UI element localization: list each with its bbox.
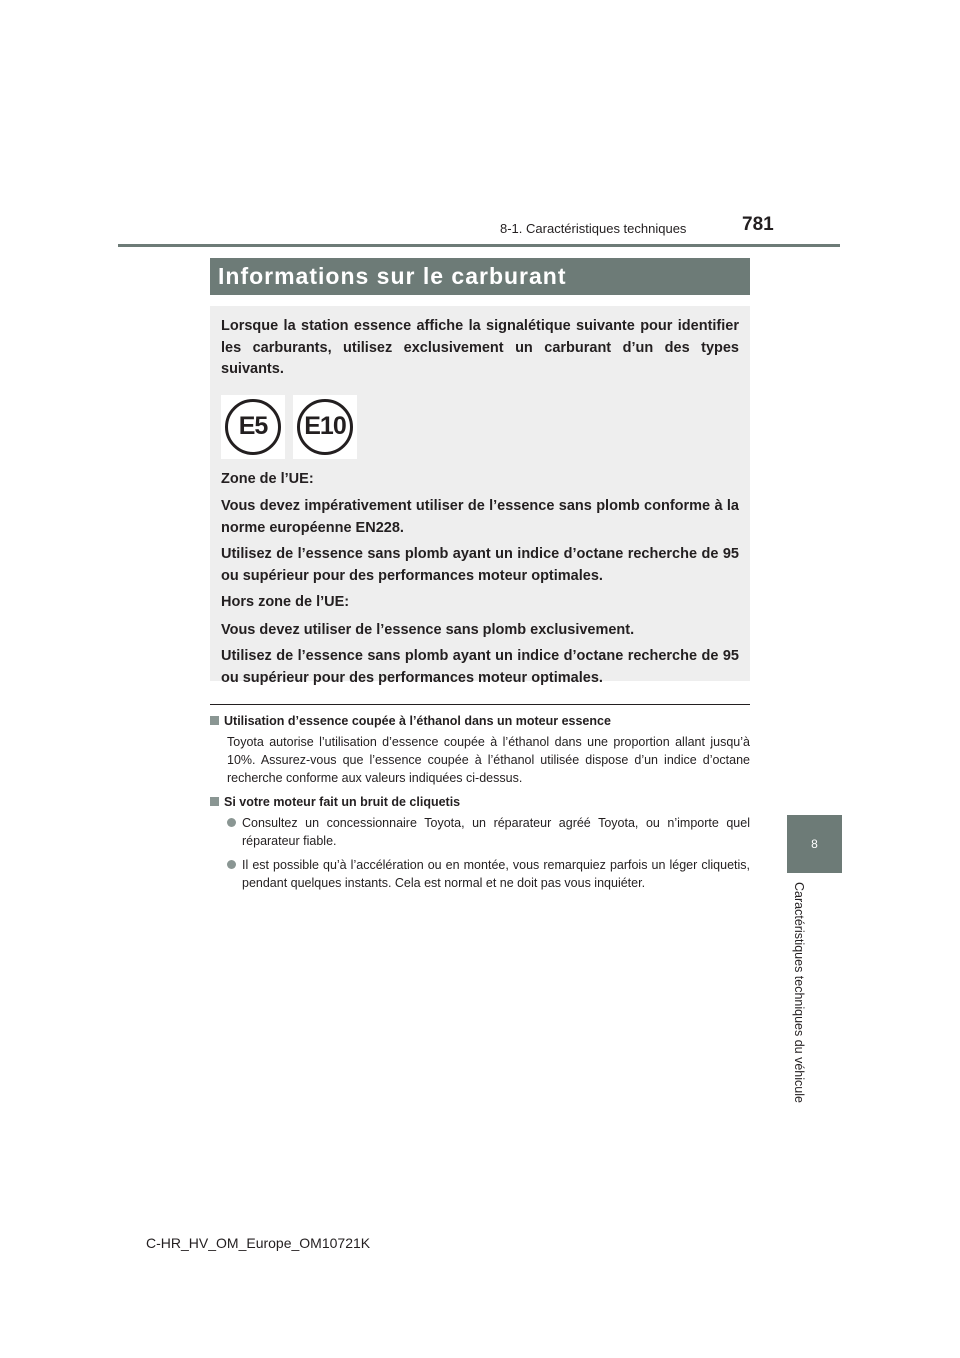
circle-bullet-icon <box>227 860 236 869</box>
eu-octane-text: Utilisez de l’essence sans plomb ayant un indice d’octane recherche de 95 ou supérieur pour des performances moteur optimales. <box>221 546 739 584</box>
list-item <box>227 856 750 892</box>
non-eu-requirement-text: Vous devez utiliser de l’essence sans plomb exclusivement. <box>221 621 635 638</box>
list-item-text: Consultez un concessionnaire Toyota, un réparateur agréé Toyota, ou n’importe quel réparateur fiable. <box>242 816 750 848</box>
notes-divider <box>210 704 750 705</box>
eu-zone-heading: Zone de l’UE: <box>221 470 314 487</box>
fuel-labels <box>221 395 739 459</box>
intro-text: Lorsque la station essence affiche la signalétique suivante pour identifier les carburants, utilisez exclusivement un carburant d’un des types suivants. <box>221 318 739 377</box>
footer-document-code: C-HR_HV_OM_Europe_OM10721K <box>146 1235 371 1251</box>
knock-note-heading <box>210 793 750 811</box>
square-bullet-icon <box>210 716 219 725</box>
ethanol-note-heading-text: Utilisation d’essence coupée à l’éthanol dans un moteur essence <box>224 714 611 728</box>
ethanol-note-text: Toyota autorise l’utilisation d’essence coupée à l’éthanol dans une proportion allant jusqu’à 10%. Assurez-vous que l’essence coupée à l’éthanol utilisée dispose d’un indice d’octane recherche conforme aux valeurs indiquées ci-dessus. <box>227 735 750 785</box>
fuel-label-e10 <box>293 395 357 459</box>
knock-note-heading-text: Si votre moteur fait un bruit de cliquetis <box>224 795 461 809</box>
list-item <box>227 814 750 850</box>
fuel-label-e5 <box>221 395 285 459</box>
header-divider <box>118 244 840 247</box>
header-section-title: 8-1. Caractéristiques techniques <box>500 221 687 236</box>
eu-requirement-text: Vous devez impérativement utiliser de l’essence sans plomb conforme à la norme européenne EN228. <box>221 498 739 536</box>
non-eu-octane-text: Utilisez de l’essence sans plomb ayant un indice d’octane recherche de 95 ou supérieur pour des performances moteur optimales. <box>221 648 739 686</box>
fuel-label-e10-text: E10 <box>297 399 353 455</box>
page-number: 781 <box>742 214 774 235</box>
page-title: Informations sur le carburant <box>210 258 750 295</box>
fuel-info-box <box>210 306 750 686</box>
ethanol-note-heading <box>210 712 750 730</box>
chapter-tab-label: Caractéristiques techniques du véhicule <box>792 882 806 1103</box>
notes-section <box>210 712 750 892</box>
chapter-tab-number: 8 <box>787 815 842 873</box>
circle-bullet-icon <box>227 818 236 827</box>
square-bullet-icon <box>210 797 219 806</box>
non-eu-zone-heading: Hors zone de l’UE: <box>221 594 350 610</box>
fuel-label-e5-text: E5 <box>225 399 281 455</box>
list-item-text: Il est possible qu’à l’accélération ou en montée, vous remarquiez parfois un léger cliquetis, pendant quelques instants. Cela est normal et ne doit pas vous inquiéter. <box>242 858 750 890</box>
